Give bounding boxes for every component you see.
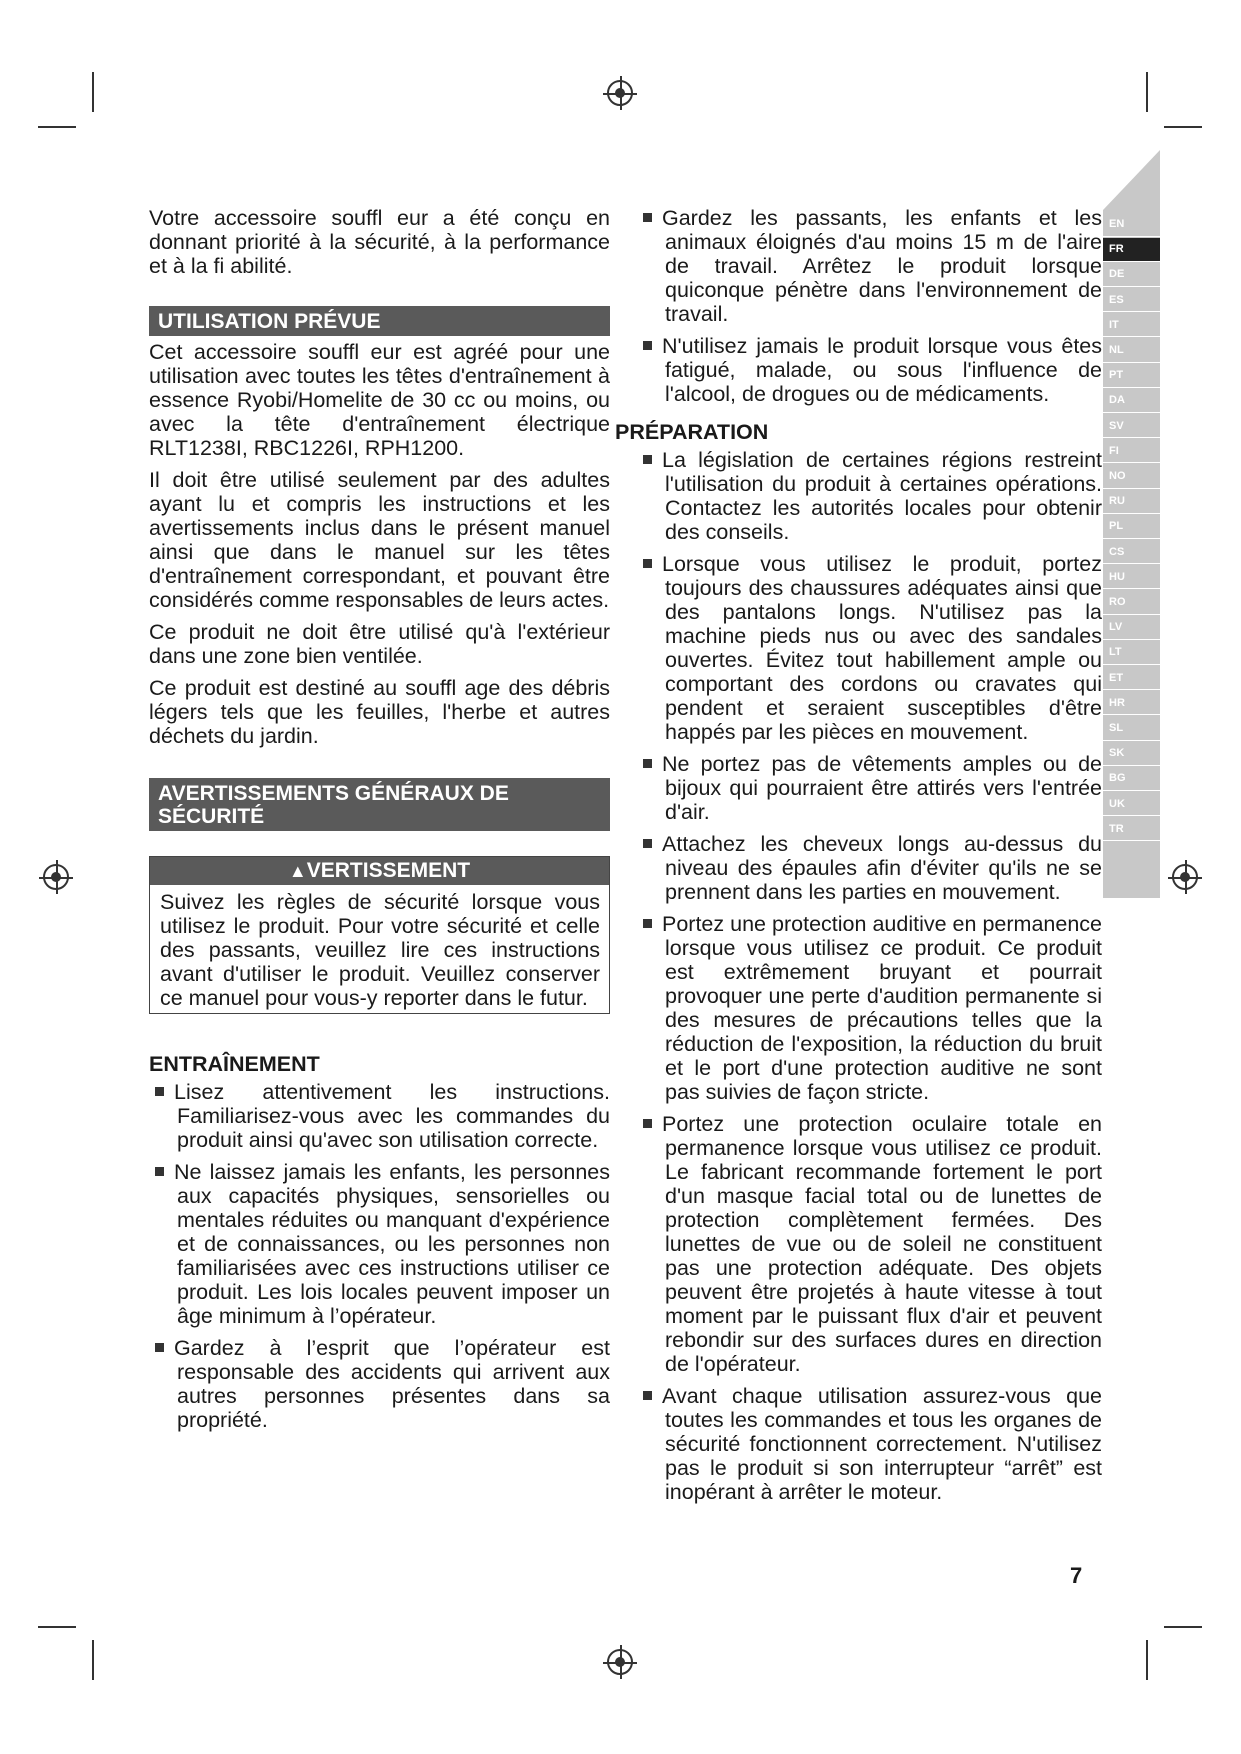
- crop-mark: [1164, 126, 1202, 128]
- list-item: Gardez à l’esprit que l’opérateur est responsable des accidents qui arrivent aux autres personnes présentes dans sa propriété.: [177, 1336, 610, 1432]
- list-item: Avant chaque utilisation assurez-vous que toutes les commandes et tous les organes de sécurité fonctionnent correctement. N'utilisez pas le produit si son interrupteur “arrêt” est inopérant à arrêter le moteur.: [665, 1384, 1102, 1504]
- list-item: Ne portez pas de vêtements amples ou de bijoux qui pourraient être attirés vers l'entrée d'air.: [665, 752, 1102, 824]
- tab-ru[interactable]: RU: [1103, 490, 1160, 514]
- section-title-usage: UTILISATION PRÉVUE: [149, 306, 610, 336]
- list-item: Attachez les cheveux longs au-dessus du niveau des épaules afin d'éviter qu'ils ne se prennent dans les parties en mouvement.: [665, 832, 1102, 904]
- list-item: Gardez les passants, les enfants et les animaux éloignés d'au moins 15 m de l'aire de travail. Arrêtez le produit lorsque quiconque pénètre dans l'environnement de travail.: [665, 206, 1102, 326]
- tab-no[interactable]: NO: [1103, 465, 1160, 489]
- tab-lt[interactable]: LT: [1103, 641, 1160, 665]
- tab-bg[interactable]: BG: [1103, 767, 1160, 791]
- tab-pt[interactable]: PT: [1103, 364, 1160, 388]
- registration-mark-icon: [43, 864, 69, 890]
- tab-da[interactable]: DA: [1103, 389, 1160, 413]
- right-column: [615, 206, 1102, 1512]
- bullet-icon: [643, 559, 652, 568]
- crop-mark: [92, 1640, 94, 1680]
- tab-ro[interactable]: RO: [1103, 591, 1160, 615]
- list-item: La législation de certaines régions restreint l'utilisation du produit à certaines opérations. Contactez les autorités locales pour obtenir des conseils.: [665, 448, 1102, 544]
- registration-mark-icon: [607, 80, 633, 106]
- list-item: Portez une protection oculaire totale en permanence lorsque vous utilisez ce produit. Le fabricant recommande fortement le port d'un masque facial total ou de lunettes de protection complètement fermées. Des lunettes de vue ou de soleil ne constituent pas une protection adéquate. Des objets peuvent être projetés à haute vitesse à tout moment par le puissant flux d'air et peuvent rebondir sur des surfaces dures en direction de l'opérateur.: [665, 1112, 1102, 1376]
- crop-mark: [1164, 1626, 1202, 1628]
- crop-mark: [92, 72, 94, 112]
- bullet-icon: [643, 759, 652, 768]
- intro-paragraph: Votre accessoire souffl eur a été conçu en donnant priorité à la sécurité, à la performance et à la fi abilité.: [149, 206, 610, 278]
- bullet-icon: [643, 839, 652, 848]
- tab-sk[interactable]: SK: [1103, 742, 1160, 766]
- warning-title: VERTISSEMENT: [306, 859, 471, 882]
- warning-box: [149, 856, 610, 1014]
- crop-mark: [38, 1626, 76, 1628]
- bullet-icon: [643, 341, 652, 350]
- general-list: [637, 206, 1102, 406]
- tab-hr[interactable]: HR: [1103, 692, 1160, 716]
- list-item: Lisez attentivement les instructions. Familiarisez-vous avec les commandes du produit ainsi qu'avec son utilisation correcte.: [177, 1080, 610, 1152]
- tab-lv[interactable]: LV: [1103, 616, 1160, 640]
- bullet-icon: [155, 1087, 164, 1096]
- bullet-icon: [155, 1343, 164, 1352]
- bullet-icon: [643, 919, 652, 928]
- language-tabs: [1103, 150, 1160, 898]
- tab-uk[interactable]: UK: [1103, 793, 1160, 817]
- tab-tr[interactable]: TR: [1103, 818, 1160, 842]
- left-column: [149, 206, 610, 1440]
- training-list: [149, 1080, 610, 1432]
- tab-en[interactable]: EN: [1103, 213, 1160, 237]
- usage-paragraph: Il doit être utilisé seulement par des adultes ayant lu et compris les instructions et les avertissements inclus dans le présent manuel ainsi que dans le manuel sur les têtes d'entraînement correspondant, et pouvant être considérés comme responsables de leurs actes.: [149, 468, 610, 612]
- tab-it[interactable]: IT: [1103, 314, 1160, 338]
- warning-triangle-icon: ▲: [288, 861, 307, 881]
- training-heading: ENTRAÎNEMENT: [149, 1052, 320, 1076]
- usage-paragraph: Cet accessoire souffl eur est agréé pour une utilisation avec toutes les têtes d'entraînement à essence Ryobi/Homelite de 30 cc ou moins, ou avec la tête d'entraînement électrique RLT1238I, RBC1226I, RPH1200.: [149, 340, 610, 460]
- registration-mark-icon: [607, 1649, 633, 1675]
- tab-et[interactable]: ET: [1103, 667, 1160, 691]
- tab-fi[interactable]: FI: [1103, 440, 1160, 464]
- warning-header: [150, 857, 609, 885]
- list-item: Portez une protection auditive en permanence lorsque vous utilisez ce produit. Ce produit est extrêmement bruyant et pourrait provoquer une perte d'audition permanente si des mesures de précautions telles que la réduction de l'exposition, la réduction du bruit et le port d'une protection auditive ne sont pas suivies de façon stricte.: [665, 912, 1102, 1104]
- list-item: Ne laissez jamais les enfants, les personnes aux capacités physiques, sensorielles ou mentales réduites ou manquant d'expérience et de connaissances, ou les personnes non familiarisées avec ces instructions utiliser ce produit. Les lois locales peuvent imposer un âge minimum à l’opérateur.: [177, 1160, 610, 1328]
- tab-hu[interactable]: HU: [1103, 566, 1160, 590]
- usage-paragraph: Ce produit est destiné au souffl age des débris légers tels que les feuilles, l'herbe et autres déchets du jardin.: [149, 676, 610, 748]
- section-title-safety: AVERTISSEMENTS GÉNÉRAUX DE SÉCURITÉ: [149, 778, 610, 831]
- page-number: 7: [1070, 1563, 1083, 1588]
- bullet-icon: [155, 1167, 164, 1176]
- tab-nl[interactable]: NL: [1103, 339, 1160, 363]
- tab-sv[interactable]: SV: [1103, 415, 1160, 439]
- crop-mark: [1146, 1640, 1148, 1680]
- tab-de[interactable]: DE: [1103, 263, 1160, 287]
- preparation-heading: PRÉPARATION: [615, 420, 769, 444]
- usage-paragraph: Ce produit ne doit être utilisé qu'à l'extérieur dans une zone bien ventilée.: [149, 620, 610, 668]
- warning-body: Suivez les règles de sécurité lorsque vous utilisez le produit. Pour votre sécurité et celle des passants, veuillez lire ces instructions avant d'utiliser le produit. Veuillez conserver ce manuel pour vous-y reporter dans le futur.: [160, 890, 600, 1010]
- registration-mark-icon: [1172, 864, 1198, 890]
- preparation-list: [637, 448, 1102, 1504]
- tab-es[interactable]: ES: [1103, 289, 1160, 313]
- bullet-icon: [643, 455, 652, 464]
- bullet-icon: [643, 1391, 652, 1400]
- bullet-icon: [643, 213, 652, 222]
- tab-sl[interactable]: SL: [1103, 717, 1160, 741]
- bullet-icon: [643, 1119, 652, 1128]
- list-item: Lorsque vous utilisez le produit, portez toujours des chaussures adéquates ainsi que des pantalons longs. N'utilisez pas la machine pieds nus ou avec des sandales ouvertes. Évitez tout habillement ample ou comportant des cordons ou cravates qui pendent et seraient susceptibles d'être happés par les pièces en mouvement.: [665, 552, 1102, 744]
- list-item: N'utilisez jamais le produit lorsque vous êtes fatigué, malade, ou sous l'influence de l'alcool, de drogues ou de médicaments.: [665, 334, 1102, 406]
- tab-cs[interactable]: CS: [1103, 541, 1160, 565]
- crop-mark: [38, 126, 76, 128]
- tab-pl[interactable]: PL: [1103, 515, 1160, 539]
- tab-fr[interactable]: FR: [1103, 238, 1160, 262]
- crop-mark: [1146, 72, 1148, 112]
